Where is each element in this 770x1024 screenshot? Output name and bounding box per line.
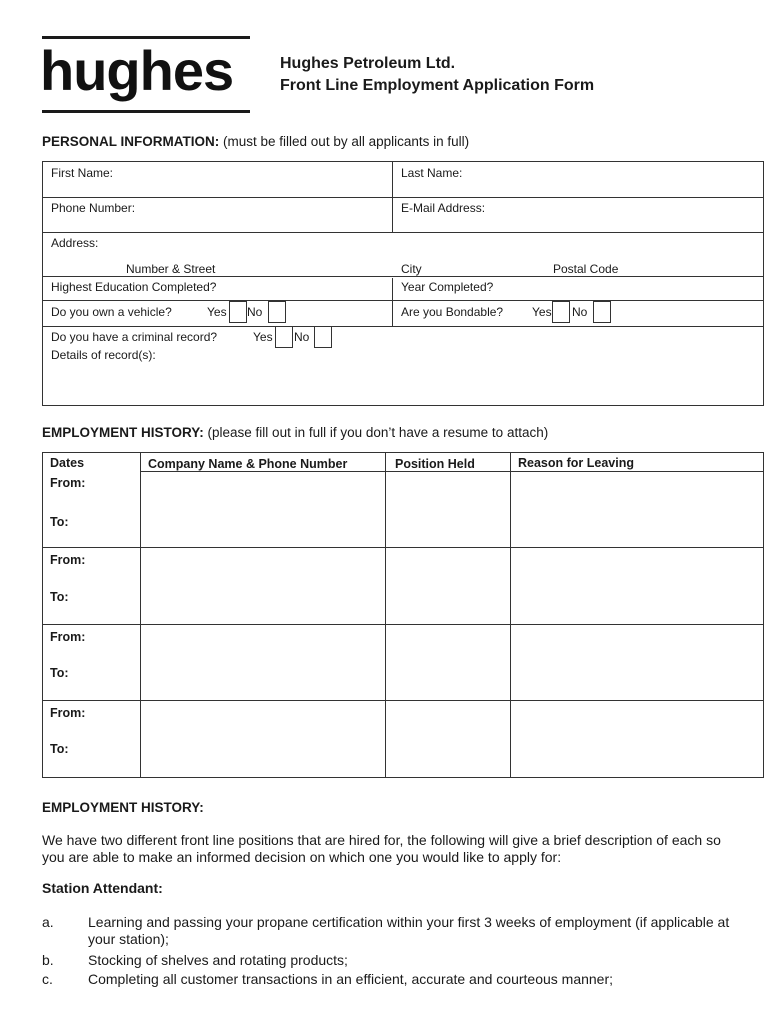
- row3-from[interactable]: From:: [50, 630, 86, 644]
- form-title: Front Line Employment Application Form: [280, 77, 595, 94]
- phone-number-field[interactable]: Phone Number:: [51, 201, 136, 215]
- divider: [42, 624, 764, 625]
- vehicle-no-label: No: [247, 305, 263, 319]
- divider: [42, 326, 764, 327]
- street-label: Number & Street: [126, 262, 216, 276]
- divider: [42, 700, 764, 701]
- criminal-record-question: Do you have a criminal record?: [51, 330, 218, 344]
- duty-letter-c: c.: [42, 971, 53, 987]
- col-header-dates: Dates: [50, 456, 85, 470]
- duty-letter-b: b.: [42, 952, 54, 968]
- personal-info-title: PERSONAL INFORMATION:: [42, 134, 220, 149]
- city-label: City: [401, 262, 422, 276]
- col-header-position: Position Held: [395, 457, 475, 471]
- row3-to[interactable]: To:: [50, 666, 69, 680]
- employment-history-table: [42, 452, 764, 778]
- divider: [392, 161, 393, 197]
- last-name-field[interactable]: Last Name:: [401, 166, 463, 180]
- divider: [42, 232, 764, 233]
- row4-from[interactable]: From:: [50, 706, 86, 720]
- divider: [140, 471, 764, 472]
- station-attendant-heading: Station Attendant:: [42, 880, 163, 896]
- employment-history-note: (please fill out in full if you don’t have a resume to attach): [207, 425, 549, 440]
- divider: [42, 197, 764, 198]
- duty-letter-a: a.: [42, 914, 54, 930]
- vehicle-yes-label: Yes: [207, 305, 227, 319]
- criminal-no-label: No: [294, 330, 310, 344]
- address-line: [42, 276, 764, 277]
- duty-item-b: Stocking of shelves and rotating products;: [88, 952, 348, 968]
- bondable-yes-checkbox[interactable]: [552, 301, 570, 323]
- company-name: Hughes Petroleum Ltd.: [280, 55, 456, 72]
- divider: [140, 452, 141, 778]
- address-field[interactable]: Address:: [51, 236, 99, 250]
- logo-bottom-rule: [42, 110, 250, 113]
- education-field[interactable]: Highest Education Completed?: [51, 280, 217, 294]
- vehicle-no-checkbox[interactable]: [268, 301, 286, 323]
- divider: [385, 452, 386, 778]
- row2-to[interactable]: To:: [50, 590, 69, 604]
- positions-intro: We have two different front line positions that are hired for, the following will give a brief description of each so you are able to make an informed decision on which one you would like to apply for:: [42, 832, 721, 865]
- row2-from[interactable]: From:: [50, 553, 86, 567]
- criminal-yes-checkbox[interactable]: [275, 326, 293, 348]
- company-header: [280, 53, 594, 97]
- duty-item-a: Learning and passing your propane certification within your first 3 weeks of employment (if applicable at your station);: [88, 914, 730, 947]
- email-field[interactable]: E-Mail Address:: [401, 201, 486, 215]
- divider: [510, 452, 511, 778]
- employment-history-heading: [42, 425, 548, 440]
- divider: [42, 300, 764, 301]
- divider: [392, 278, 393, 326]
- criminal-no-checkbox[interactable]: [314, 326, 332, 348]
- personal-info-heading: [42, 134, 469, 149]
- row1-to[interactable]: To:: [50, 515, 69, 529]
- col-header-company: Company Name & Phone Number: [148, 457, 348, 471]
- bondable-no-label: No: [572, 305, 588, 319]
- bondable-no-checkbox[interactable]: [593, 301, 611, 323]
- row1-from[interactable]: From:: [50, 476, 86, 490]
- year-completed-field[interactable]: Year Completed?: [401, 280, 494, 294]
- employment-history-title: EMPLOYMENT HISTORY:: [42, 425, 204, 440]
- criminal-yes-label: Yes: [253, 330, 273, 344]
- company-logo: hughes: [40, 39, 234, 102]
- bondable-question: Are you Bondable?: [401, 305, 504, 319]
- divider: [42, 547, 764, 548]
- col-header-reason: Reason for Leaving: [518, 456, 634, 470]
- first-name-field[interactable]: First Name:: [51, 166, 114, 180]
- vehicle-question: Do you own a vehicle?: [51, 305, 172, 319]
- duty-item-c: Completing all customer transactions in an efficient, accurate and courteous manner;: [88, 971, 614, 987]
- bondable-yes-label: Yes: [532, 305, 552, 319]
- record-details-field[interactable]: Details of record(s):: [51, 348, 156, 362]
- personal-info-note: (must be filled out by all applicants in full): [223, 134, 470, 149]
- positions-heading: EMPLOYMENT HISTORY:: [42, 800, 204, 815]
- vehicle-yes-checkbox[interactable]: [229, 301, 247, 323]
- postal-code-label: Postal Code: [553, 262, 619, 276]
- row4-to[interactable]: To:: [50, 742, 69, 756]
- divider: [392, 197, 393, 232]
